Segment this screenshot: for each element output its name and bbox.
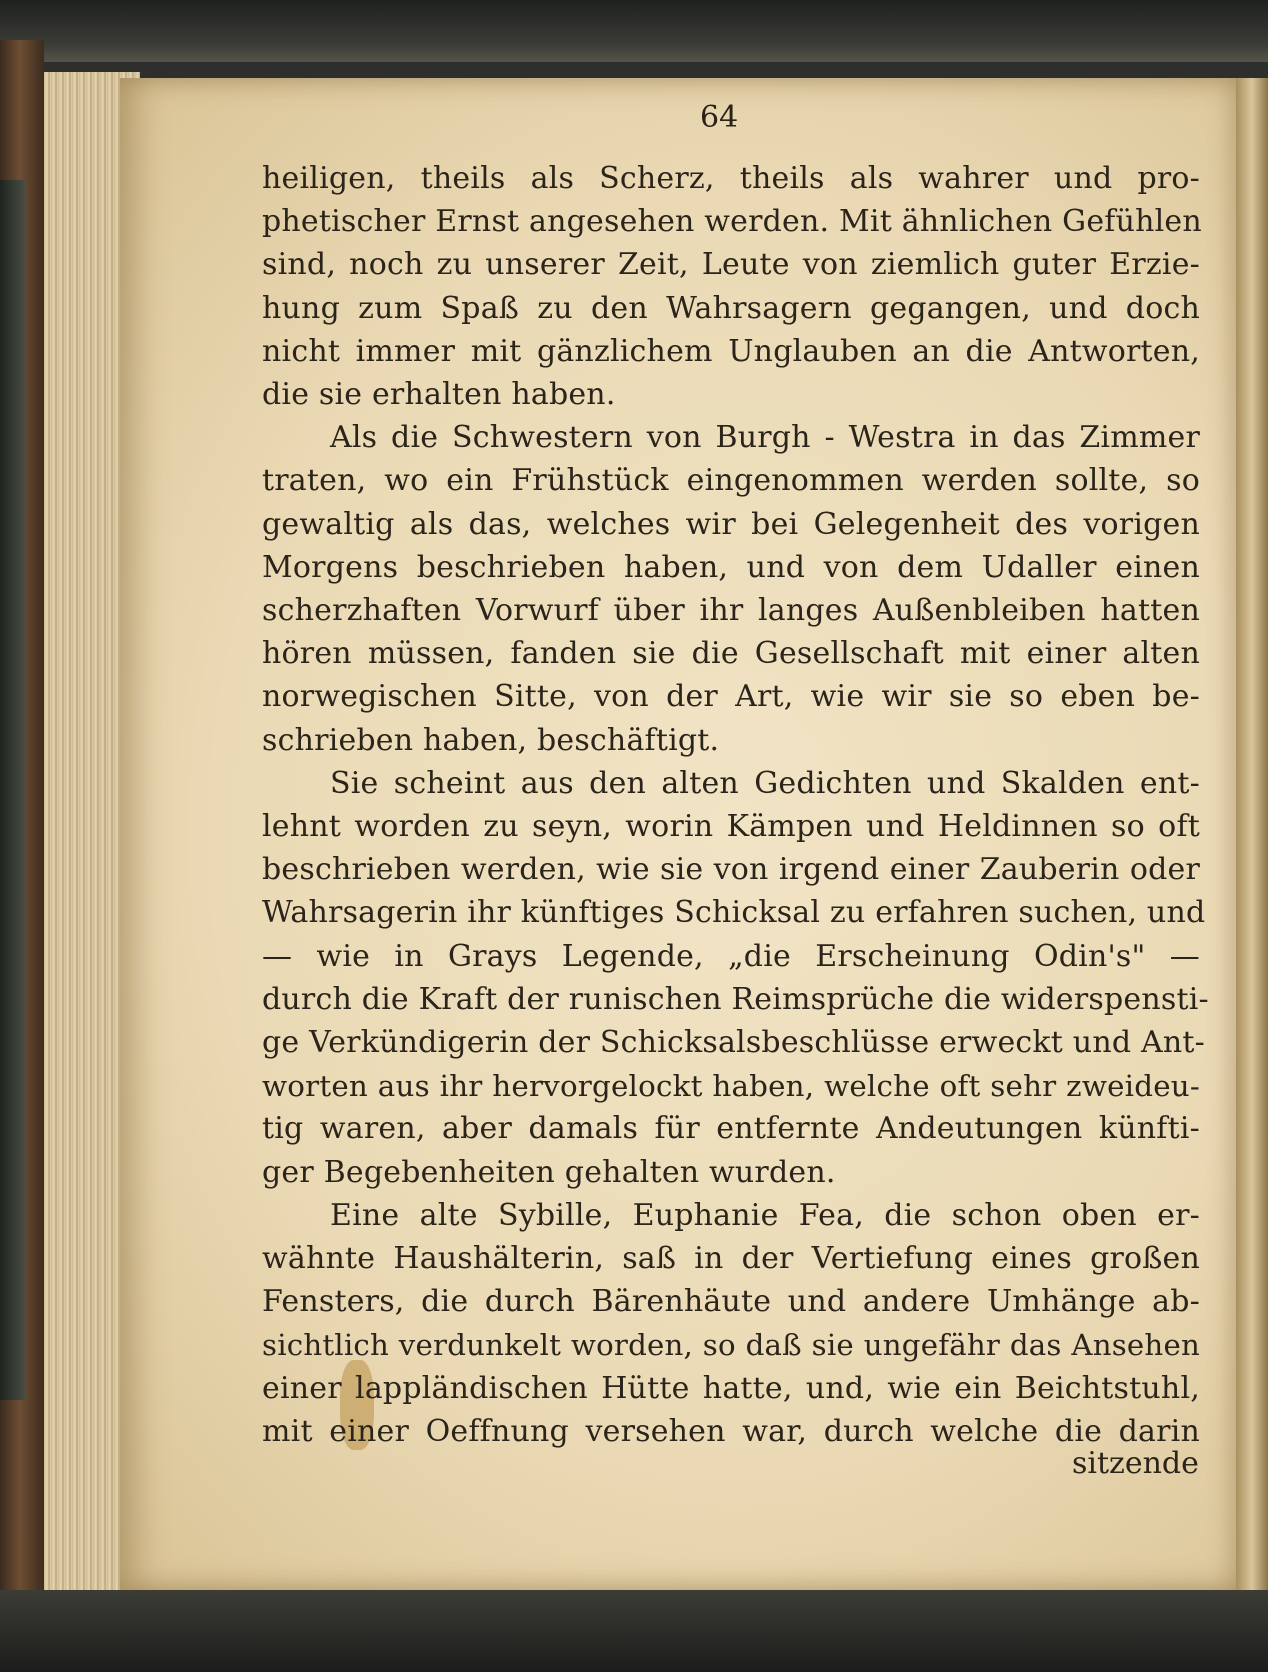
text-line: durch die Kraft der runischen Reimsprüche die widerspensti- bbox=[262, 981, 1209, 1017]
text-line: Morgens beschrieben haben, und von dem Udaller einen bbox=[262, 549, 1200, 585]
text-line: sichtlich verdunkelt worden, so daß sie ungefähr das Ansehen bbox=[262, 1328, 1200, 1363]
text-line: heiligen, theils als Scherz, theils als wahrer und pro- bbox=[262, 161, 1200, 196]
book-cover-bottom bbox=[0, 1590, 1268, 1672]
book-cover-top bbox=[0, 0, 1268, 62]
text-line: wähnte Haushälterin, saß in der Vertiefung eines großen bbox=[262, 1241, 1200, 1276]
text-line: traten, wo ein Frühstück eingenommen werden sollte, so bbox=[262, 463, 1200, 499]
next-page-edge bbox=[1236, 78, 1268, 1590]
text-line: Sie scheint aus den alten Gedichten und Skalden ent- bbox=[330, 765, 1200, 801]
text-line: schrieben haben, beschäftigt. bbox=[262, 722, 720, 758]
text-line: mit einer Oeffnung versehen war, durch welche die darin bbox=[262, 1413, 1200, 1449]
text-line: einer lappländischen Hütte hatte, und, wie ein Beichtstuhl, bbox=[262, 1370, 1200, 1406]
spine-strip bbox=[0, 180, 26, 1400]
text-line: die sie erhalten haben. bbox=[262, 377, 616, 412]
text-line: ge Verkündigerin der Schicksalsbeschlüsse erweckt und Ant- bbox=[262, 1025, 1205, 1060]
text-line: — wie in Grays Legende, „die Erscheinung Odin's" — bbox=[262, 938, 1200, 974]
text-line: tig waren, aber damals für entfernte Andeutungen künfti- bbox=[262, 1111, 1200, 1147]
page-number: 64 bbox=[700, 100, 739, 135]
text-line: hören müssen, fanden sie die Gesellschaft mit einer alten bbox=[262, 636, 1200, 672]
text-line: scherzhaften Vorwurf über ihr langes Außenbleiben hatten bbox=[262, 593, 1200, 628]
text-line: Fensters, die durch Bärenhäute und andere Umhänge ab- bbox=[262, 1284, 1200, 1320]
text-line: gewaltig als das, welches wir bei Gelegenheit des vorigen bbox=[262, 506, 1200, 542]
text-line: Wahrsagerin ihr künftiges Schicksal zu erfahren suchen, und bbox=[262, 895, 1206, 931]
text-line: hung zum Spaß zu den Wahrsagern gegangen, und doch bbox=[262, 290, 1200, 326]
text-line: lehnt worden zu seyn, worin Kämpen und Heldinnen so oft bbox=[262, 809, 1200, 844]
text-line: ger Begebenheiten gehalten wurden. bbox=[262, 1154, 836, 1190]
text-line: beschrieben werden, wie sie von irgend einer Zauberin oder bbox=[262, 852, 1200, 888]
text-line: Eine alte Sybille, Euphanie Fea, die schon oben er- bbox=[330, 1197, 1200, 1233]
text-line: worten aus ihr hervorgelockt haben, welche oft sehr zweideu- bbox=[262, 1069, 1200, 1104]
catchword: sitzende bbox=[1072, 1446, 1199, 1481]
text-line: phetischer Ernst angesehen werden. Mit ähnlichen Gefühlen bbox=[262, 204, 1202, 240]
text-line: nicht immer mit gänzlichem Unglauben an die Antworten, bbox=[262, 333, 1200, 369]
text-line: norwegischen Sitte, von der Art, wie wir sie so eben be- bbox=[262, 679, 1200, 715]
text-line: Als die Schwestern von Burgh - Westra in das Zimmer bbox=[330, 420, 1200, 456]
text-line: sind, noch zu unserer Zeit, Leute von ziemlich guter Erzie- bbox=[262, 247, 1200, 283]
